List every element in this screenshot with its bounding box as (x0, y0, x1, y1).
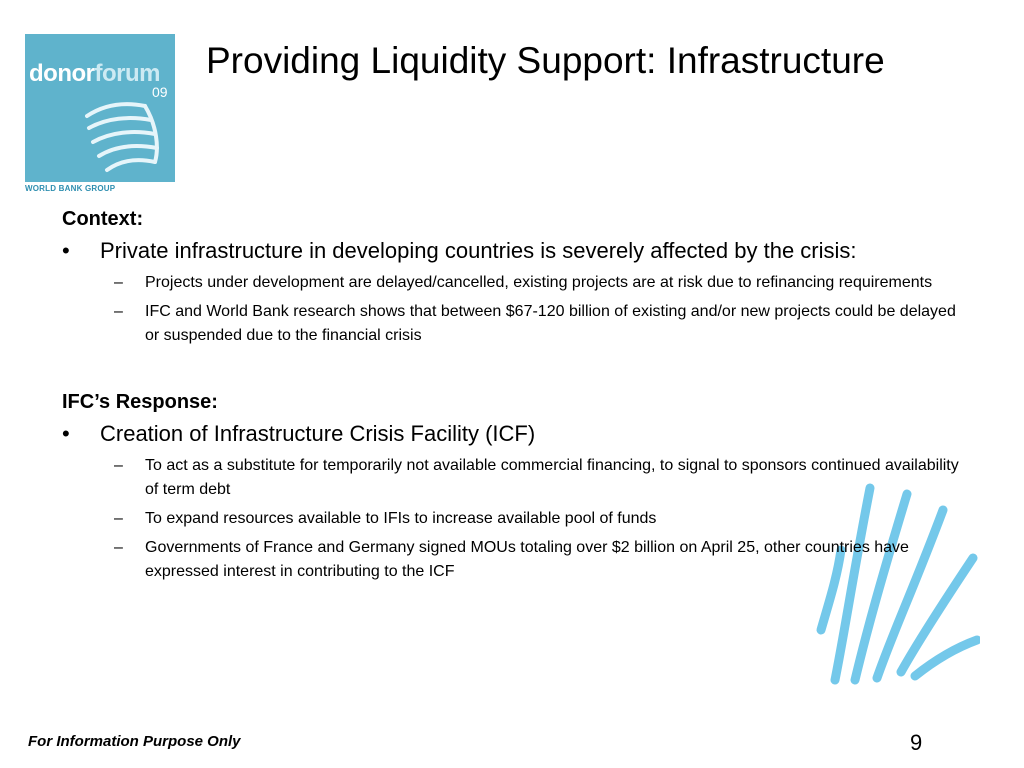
logo-org-name: WORLD BANK GROUP (25, 184, 116, 193)
logo-wordmark (29, 60, 160, 88)
logo-year: 09 (152, 84, 168, 100)
sub-bullet-text: To act as a substitute for temporarily not available commercial financing, to signal to sponsors continued availability of term debt (145, 457, 959, 498)
dash-marker: – (114, 510, 123, 527)
dash-marker: – (114, 539, 123, 556)
sub-bullet-item (62, 536, 967, 584)
logo-word-part2: forum (94, 60, 160, 87)
context-heading: Context: (62, 208, 144, 230)
response-heading: IFC’s Response: (62, 391, 218, 413)
dash-marker: – (114, 274, 123, 291)
bullet-item (62, 420, 967, 448)
dash-marker: – (114, 457, 123, 474)
sub-bullet-text: Projects under development are delayed/cancelled, existing projects are at risk due to refinancing requirements (145, 274, 933, 291)
bullet-marker: • (62, 421, 70, 446)
bullet-item (62, 237, 967, 265)
slide-body (62, 208, 967, 589)
logo-hand-icon (85, 96, 175, 182)
sub-bullet-text: IFC and World Bank research shows that between $67-120 billion of existing and/or new projects could be delayed or suspended due to the financial crisis (145, 303, 956, 344)
bullet-text: Private infrastructure in developing countries is severely affected by the crisis: (100, 238, 857, 263)
sub-bullet-item (62, 507, 967, 531)
page-number: 9 (910, 730, 923, 755)
bullet-text: Creation of Infrastructure Crisis Facility (ICF) (100, 421, 536, 446)
sub-bullet-item (62, 454, 967, 502)
footer-note: For Information Purpose Only (28, 733, 241, 750)
sub-bullet-text: To expand resources available to IFIs to increase available pool of funds (145, 510, 657, 527)
slide-title: Providing Liquidity Support: Infrastructure (206, 40, 885, 81)
context-section (62, 208, 967, 348)
logo-word-part1: donor (29, 60, 95, 87)
response-section (62, 391, 967, 584)
bullet-marker: • (62, 238, 70, 263)
sub-bullet-item (62, 271, 967, 295)
donorforum-logo (25, 34, 175, 182)
sub-bullet-item (62, 300, 967, 348)
dash-marker: – (114, 303, 123, 320)
sub-bullet-text: Governments of France and Germany signed MOUs totaling over $2 billion on April 25, other countries have expressed interest in contributing to the ICF (145, 539, 909, 580)
